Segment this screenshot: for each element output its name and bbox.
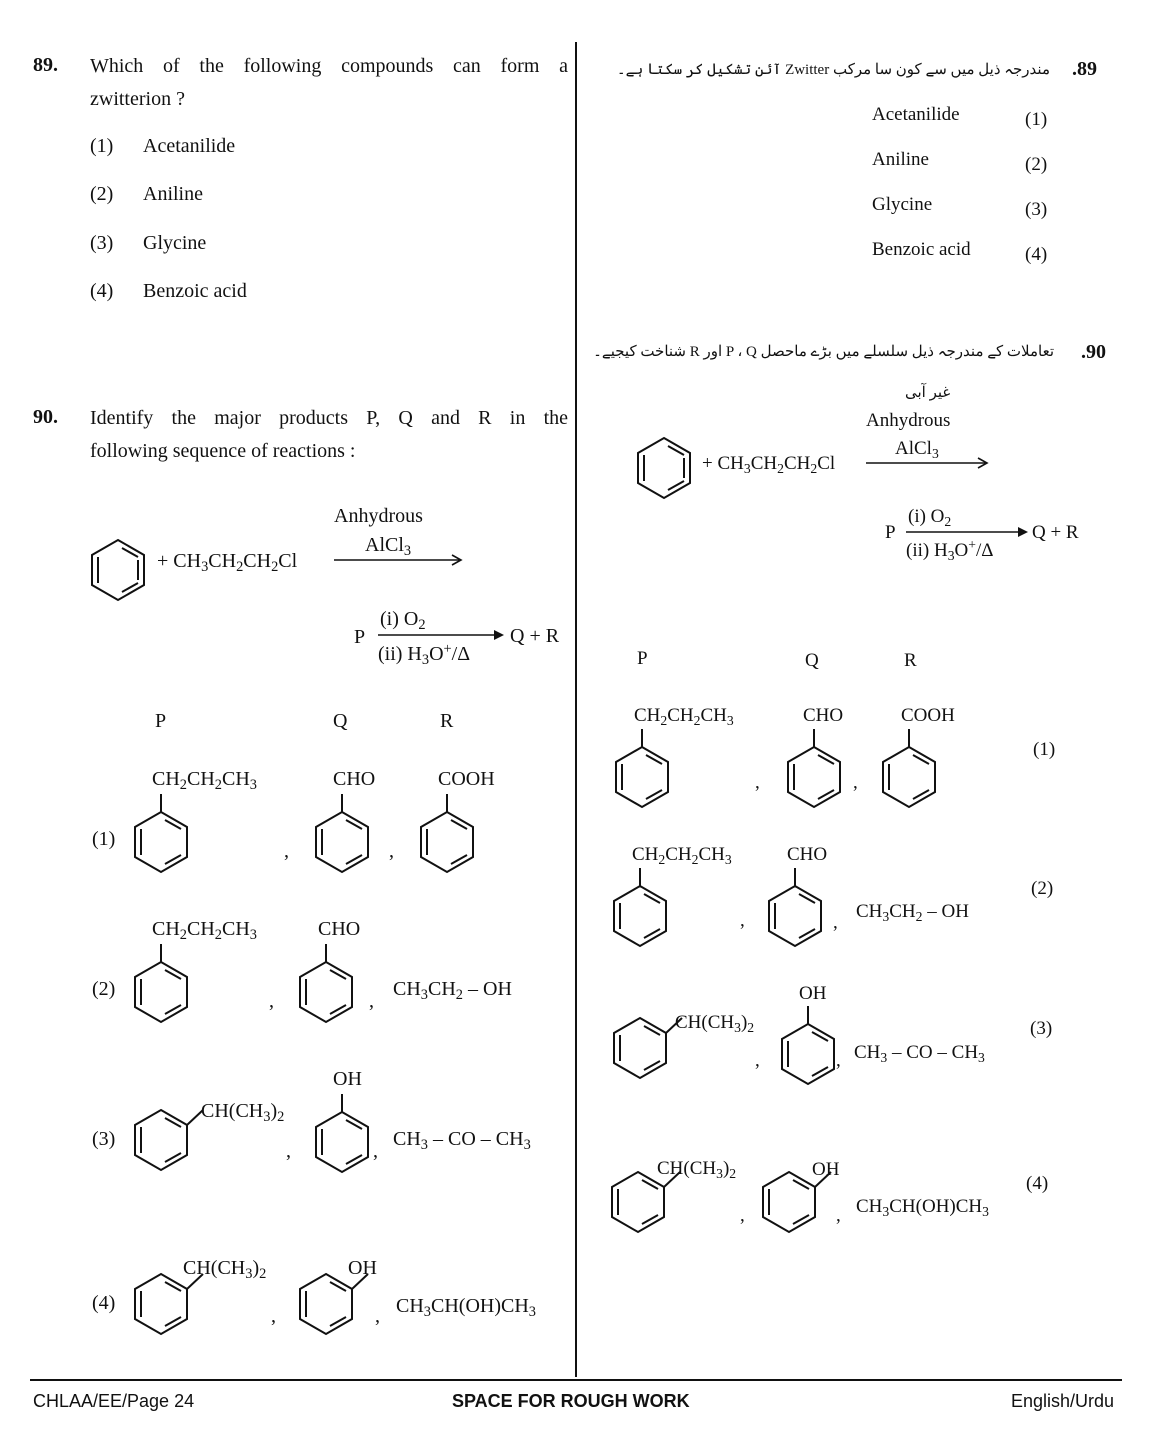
opt1-comma-2: , [389, 840, 394, 862]
opt4-q-ring [298, 1272, 378, 1332]
urdu-col-header-p: P [637, 648, 648, 669]
urdu-opt1-p-propyl: $CH_2CH_2CH_3$ [634, 705, 734, 728]
opt1-p-propyl: $CH_2CH_2CH_3$ [152, 768, 257, 793]
q89-option-1-label[interactable]: Acetanilide [143, 135, 236, 157]
urdu-opt3-comma-1: , [755, 1050, 760, 1071]
opt2-comma-1: , [269, 990, 274, 1012]
q90-option-2-num: (2) [92, 978, 116, 1000]
urdu-opt1-comma-1: , [755, 772, 760, 793]
col-header-p: P [155, 710, 167, 732]
q89-number: 89. [33, 54, 58, 76]
opt4-p-isopropyl: $CH(CH_3)_2$ [183, 1257, 267, 1282]
step2-reagent-i: (i) $O_2$ [380, 608, 426, 633]
urdu-opt1-p-ring [614, 727, 670, 807]
footer-language: English/Urdu [1011, 1391, 1115, 1411]
q90-text-line1: Identify the major products P, Q and R in the [90, 407, 568, 429]
q90-option-1-num: (1) [92, 828, 116, 850]
footer-rough-work: SPACE FOR ROUGH WORK [452, 1391, 690, 1411]
urdu-opt2-q-cho: CHO [787, 844, 828, 865]
opt2-p-ring [133, 942, 189, 1022]
urdu-opt1-r-cooh: COOH [901, 705, 955, 726]
opt3-r-acetone: $CH_3$ – CO – $CH_3$ [393, 1128, 531, 1153]
q90-text-line2: following sequence of reactions : [90, 440, 356, 462]
q89-text-line2: zwitterion ? [90, 88, 185, 110]
urdu-reagent-anhydrous: Anhydrous [866, 410, 951, 431]
q89-option-4-label[interactable]: Benzoic acid [143, 280, 247, 302]
opt2-q-ring [298, 942, 354, 1022]
reaction-arrow-1 [334, 553, 466, 567]
urdu-opt4-p-isopropyl: $CH(CH_3)_2$ [657, 1158, 737, 1181]
opt4-r-isopropanol: $CH_3CH(OH)CH_3$ [396, 1295, 536, 1320]
urdu-q89-option-4-label[interactable]: Benzoic acid [872, 239, 971, 260]
urdu-q89-option-1-num: (1) [1025, 109, 1048, 130]
urdu-opt2-r-ethanol: $CH_3CH_2$ – OH [856, 901, 969, 924]
q90-number: 90. [33, 406, 58, 428]
opt3-q-ring [314, 1092, 370, 1172]
urdu-opt4-comma-2: , [836, 1205, 841, 1226]
q89-option-1-num: (1) [90, 135, 114, 157]
urdu-step2-p: P [885, 522, 896, 543]
opt2-r-ethanol: $CH_3CH_2$ – OH [393, 978, 512, 1003]
urdu-q89-option-1-label[interactable]: Acetanilide [872, 104, 960, 125]
urdu-opt2-p-ring [612, 866, 668, 946]
q89-option-2-label[interactable]: Aniline [143, 183, 203, 205]
step2-p: P [354, 626, 366, 648]
urdu-q89-option-2-label[interactable]: Aniline [872, 149, 929, 170]
reagent-alcl3: AlCl$_3$ [365, 534, 412, 559]
opt3-comma-2: , [373, 1140, 378, 1162]
q89-option-3-label[interactable]: Glycine [143, 232, 207, 254]
urdu-opt1-q-ring [786, 727, 842, 807]
urdu-opt3-r-acetone: $CH_3$ – CO – $CH_3$ [854, 1042, 985, 1065]
urdu-opt4-r-isopropanol: $CH_3CH(OH)CH_3$ [856, 1196, 989, 1219]
urdu-opt3-q-ring [780, 1004, 836, 1084]
reagent-anhydrous: Anhydrous [334, 505, 423, 527]
urdu-opt4-q-oh: OH [812, 1159, 840, 1180]
q89-option-2-num: (2) [90, 183, 114, 205]
urdu-opt3-q-oh: OH [799, 983, 827, 1004]
opt2-p-propyl: $CH_2CH_2CH_3$ [152, 918, 257, 943]
q89-option-3-num: (3) [90, 232, 114, 254]
urdu-opt2-p-propyl: $CH_2CH_2CH_3$ [632, 844, 732, 867]
opt1-p-ring [133, 792, 189, 872]
urdu-opt2-q-ring [767, 866, 823, 946]
urdu-q90-option-4-num: (4) [1026, 1173, 1049, 1194]
q90-option-3-num: (3) [92, 1128, 116, 1150]
opt2-comma-2: , [369, 990, 374, 1012]
urdu-q90-text: تعاملات کے مندرجہ ذیل سلسلے میں بڑے ماحصل P ، Q اور R شناخت کیجیے۔ [593, 344, 1054, 360]
urdu-q90-number: .90 [1081, 341, 1106, 363]
reactant-benzene-ring [90, 540, 146, 600]
opt1-r-ring [419, 792, 475, 872]
urdu-q89-option-2-num: (2) [1025, 154, 1048, 175]
urdu-opt1-comma-2: , [853, 772, 858, 793]
step2-products: Q + R [510, 625, 560, 647]
urdu-step2-reagent-ii: (ii) $H_3O^+/\Delta$ [906, 537, 994, 563]
urdu-step2-products: Q + R [1032, 522, 1079, 543]
urdu-q89-option-3-label[interactable]: Glycine [872, 194, 933, 215]
urdu-q90-option-1-num: (1) [1033, 739, 1056, 760]
urdu-opt2-comma-1: , [740, 910, 745, 931]
opt1-r-cooh: COOH [438, 768, 495, 790]
opt1-q-cho: CHO [333, 768, 376, 790]
opt4-p-ring [133, 1272, 213, 1332]
urdu-reaction-arrow-1 [866, 456, 992, 470]
urdu-col-header-r: R [904, 650, 917, 671]
urdu-opt1-r-ring [881, 727, 937, 807]
urdu-step2-reagent-i: (i) $O_2$ [908, 506, 952, 529]
reactant-propyl-chloride: + $CH_3CH_2CH_2Cl$ [157, 550, 298, 575]
q89-option-4-num: (4) [90, 280, 114, 302]
urdu-opt3-p-isopropyl: $CH(CH_3)_2$ [675, 1012, 755, 1035]
urdu-opt3-comma-2: , [836, 1050, 841, 1071]
reaction-arrow-2 [378, 628, 508, 642]
col-header-r: R [440, 710, 454, 732]
step2-reagent-ii: (ii) $H_3O^+/\Delta$ [378, 641, 471, 668]
opt3-q-oh: OH [333, 1068, 362, 1090]
opt3-p-isopropyl: $CH(CH_3)_2$ [201, 1100, 285, 1125]
footer-page-code: CHLAA/EE/Page 24 [33, 1391, 195, 1411]
urdu-opt1-q-cho: CHO [803, 705, 844, 726]
footer-divider [30, 1379, 1122, 1381]
urdu-reactant-benzene-ring [636, 438, 692, 498]
col-header-q: Q [333, 710, 348, 732]
urdu-q89-option-3-num: (3) [1025, 199, 1048, 220]
opt3-comma-1: , [286, 1140, 291, 1162]
opt2-q-cho: CHO [318, 918, 361, 940]
opt1-comma-1: , [284, 840, 289, 862]
urdu-q90-option-2-num: (2) [1031, 878, 1054, 899]
urdu-reagent-label: غیر آبی [905, 385, 951, 401]
urdu-col-header-q: Q [805, 650, 819, 671]
q90-option-4-num: (4) [92, 1292, 116, 1314]
opt4-q-oh: OH [348, 1257, 377, 1279]
urdu-reagent-alcl3: AlCl$_3$ [895, 438, 939, 461]
urdu-q90-option-3-num: (3) [1030, 1018, 1053, 1039]
urdu-reactant-propyl-chloride: + $CH_3CH_2CH_2Cl$ [702, 453, 836, 476]
opt4-comma-1: , [271, 1305, 276, 1327]
opt1-q-ring [314, 792, 370, 872]
q89-text-line1: Which of the following compounds can form a [90, 55, 568, 77]
urdu-opt4-comma-1: , [740, 1205, 745, 1226]
opt4-comma-2: , [375, 1305, 380, 1327]
urdu-q89-option-4-num: (4) [1025, 244, 1048, 265]
urdu-q89-number: .89 [1072, 58, 1097, 80]
urdu-q89-text: مندرجہ ذیل میں سے کون سا مرکب Zwitter آئن تشکیل کر سکتا ہے۔ [616, 62, 1050, 78]
urdu-opt2-comma-2: , [833, 912, 838, 933]
column-divider [575, 42, 577, 1377]
